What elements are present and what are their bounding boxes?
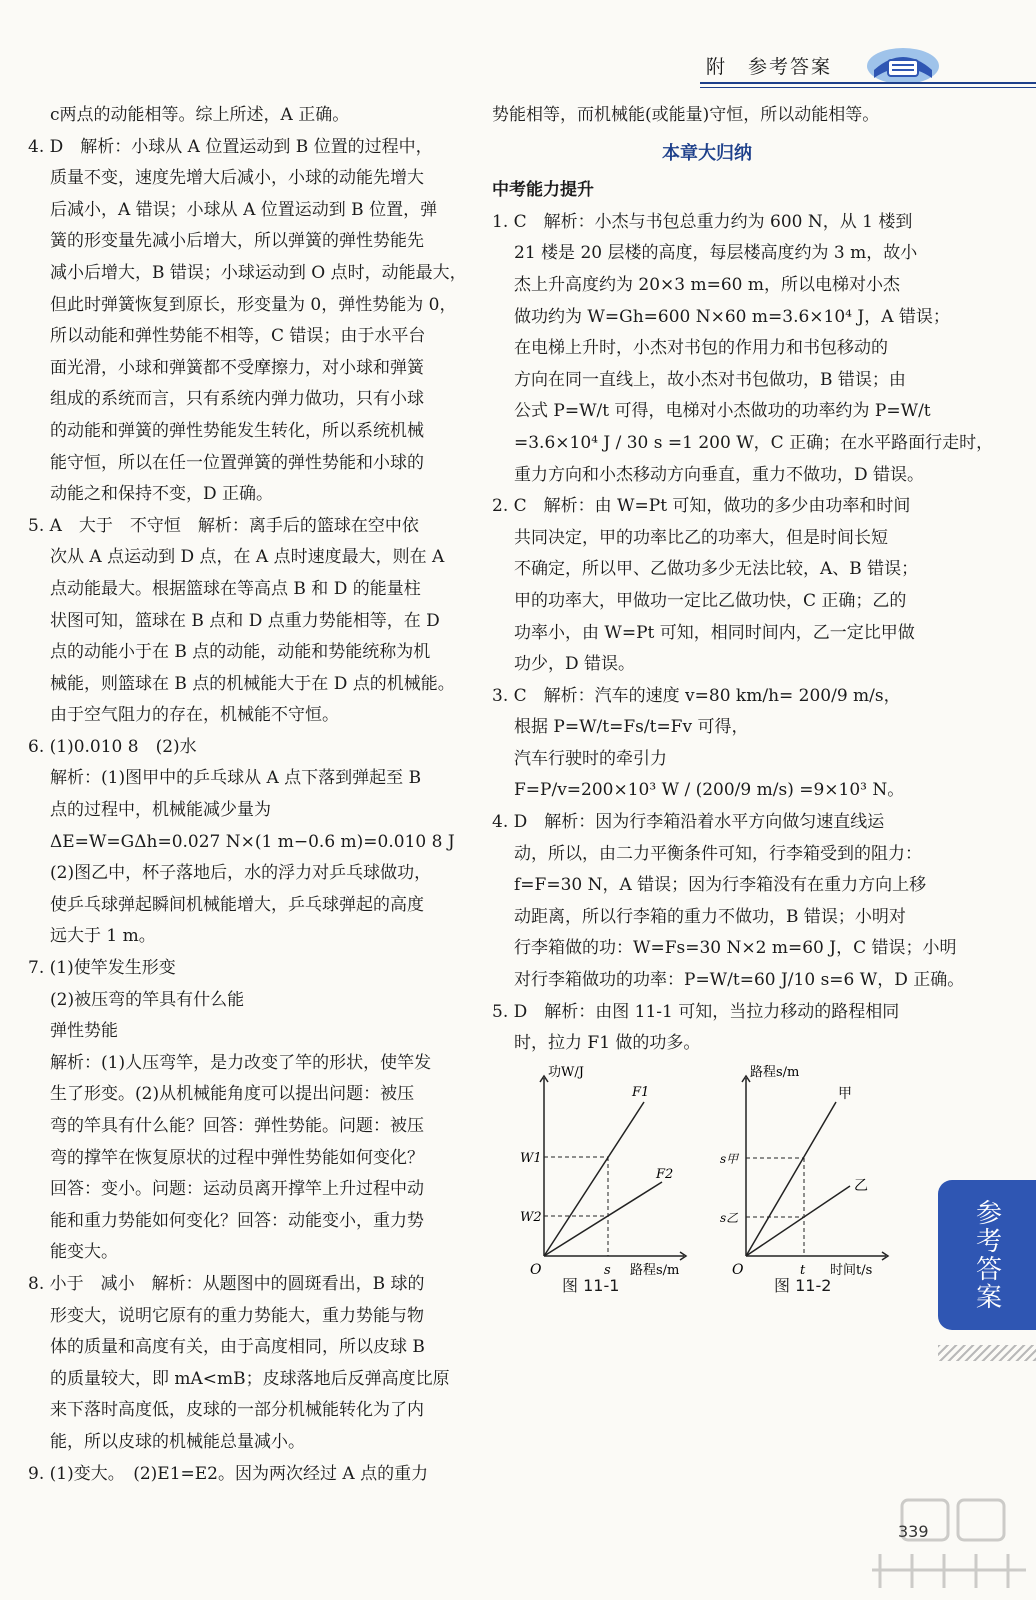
left-line: 弯的竿具有什么能？回答：弹性势能。问题：被压 xyxy=(50,1116,424,1136)
left-line: ΔE=W=GΔh=0.027 N×(1 m−0.6 m)=0.010 8 J xyxy=(50,831,455,852)
answer-3: 3. C 解析：汽车的速度 v=80 km/h= 200/9 m/s， xyxy=(492,685,901,706)
left-line: 点的过程中，机械能减少量为 xyxy=(50,800,271,821)
right-line: 共同决定，甲的功率比乙的功率大，但是时间长短 xyxy=(514,527,888,548)
line-f1 xyxy=(544,1102,644,1256)
figure-11-2-caption: 图 11-2 xyxy=(774,1275,832,1295)
left-line: c两点的动能相等。综上所述，A 正确。 xyxy=(50,105,350,125)
line-f2 xyxy=(544,1182,662,1256)
answer-5: 5. A 大于 不守恒 解析：离手后的篮球在空中依 xyxy=(28,515,419,536)
left-line: 使乒乓球弹起瞬间机械能增大，乒乓球弹起的高度 xyxy=(50,894,424,915)
right-line: 行李箱做的功：W=Fs=30 N×2 m=60 J，C 错误；小明 xyxy=(514,938,957,959)
left-line: 能变大。 xyxy=(50,1242,118,1263)
label-yi: 乙 xyxy=(854,1177,868,1194)
x-axis-label: 路程s/m xyxy=(630,1262,680,1278)
subsection-title: 中考能力提升 xyxy=(492,180,594,201)
right-line: 汽车行驶时的牵引力 xyxy=(514,748,667,769)
left-line: 后减小，A 错误；小球从 A 位置运动到 B 位置，弹 xyxy=(50,199,438,220)
label-jia: 甲 xyxy=(838,1085,852,1102)
page-number: 339 xyxy=(898,1522,929,1541)
left-line: 但此时弹簧恢复到原长，形变量为 0，弹性势能为 0， xyxy=(50,294,457,315)
header-rule xyxy=(700,82,1036,84)
left-line: 次从 A 点运动到 D 点，在 A 点时速度最大，则在 A xyxy=(50,547,445,568)
label-f2: F2 xyxy=(656,1166,674,1182)
tick-s: s xyxy=(604,1262,611,1278)
left-line: (2)被压弯的竿具有什么能 xyxy=(50,989,245,1010)
answer-1: 1. C 解析：小杰与书包总重力约为 600 N，从 1 楼到 xyxy=(492,211,913,232)
left-line: 生了形变。(2)从机械能角度可以提出问题：被压 xyxy=(50,1084,415,1105)
left-line: 能，所以皮球的机械能总量减小。 xyxy=(50,1431,305,1452)
header-rule-thin xyxy=(700,87,1036,88)
y-axis-label: 功W/J xyxy=(548,1064,584,1080)
answer-7: 7. (1)使竿发生形变 xyxy=(28,958,176,979)
left-line: 解析：(1)人压弯竿，是力改变了竿的形状，使竿发 xyxy=(50,1052,432,1073)
left-line: 由于空气阻力的存在，机械能不守恒。 xyxy=(50,705,339,726)
right-line: 势能相等，而机械能(或能量)守恒，所以动能相等。 xyxy=(492,105,880,125)
right-line: 21 楼是 20 层楼的高度，每层楼高度约为 3 m，故小 xyxy=(514,243,918,264)
answer-8: 8. 小于 减小 解析：从题图中的圆斑看出，B 球的 xyxy=(28,1273,425,1294)
line-jia xyxy=(746,1102,836,1256)
right-line: F=P/v=200×10³ W / (200/9 m/s) =9×10³ N。 xyxy=(514,780,905,801)
tick-s-jia: s甲 xyxy=(720,1151,739,1166)
right-line: 甲的功率大，甲做功一定比乙做功快，C 正确；乙的 xyxy=(514,590,907,611)
left-line: 械能，则篮球在 B 点的机械能大于在 D 点的机械能。 xyxy=(50,673,455,694)
right-line: 方向在同一直线上，故小杰对书包做功，B 错误；由 xyxy=(514,369,906,390)
figure-11-1 xyxy=(512,1060,692,1292)
left-line: 解析：(1)图甲中的乒乓球从 A 点下落到弹起至 B xyxy=(50,768,422,789)
left-line: 弯的撑竿在恢复原状的过程中弹性势能如何变化？ xyxy=(50,1147,424,1168)
tick-w1: W1 xyxy=(520,1150,542,1166)
right-line: 根据 P=W/t=Fs/t=Fv 可得， xyxy=(514,717,749,738)
right-line: 对行李箱做功的功率：P=W/t=60 J/10 s=6 W，D 正确。 xyxy=(514,970,965,991)
figures xyxy=(492,1060,922,1310)
right-line: 做功约为 W=Gh=600 N×60 m=3.6×10⁴ J，A 错误； xyxy=(514,306,950,327)
figure-11-1-caption: 图 11-1 xyxy=(562,1275,620,1295)
right-line: 动，所以，由二力平衡条件可知，行李箱受到的阻力： xyxy=(514,843,922,864)
right-line: 动距离，所以行李箱的重力不做功，B 错误；小明对 xyxy=(514,906,906,927)
watermark-logo-icon xyxy=(862,1492,1036,1600)
left-line: 来下落时高度低，皮球的一部分机械能转化为了内 xyxy=(50,1400,424,1421)
header-label: 附 参考答案 xyxy=(706,56,833,78)
section-title: 本章大归纳 xyxy=(662,142,752,164)
left-line: 弹性势能 xyxy=(50,1021,118,1042)
left-line: (2)图乙中，杯子落地后，水的浮力对乒乓球做功， xyxy=(50,863,432,884)
right-line: f=F=30 N，A 错误；因为行李箱没有在重力方向上移 xyxy=(514,875,927,896)
left-line: 动能之和保持不变，D 正确。 xyxy=(50,484,274,505)
right-line: =3.6×10⁴ J / 30 s =1 200 W，C 正确；在水平路面行走时， xyxy=(514,432,994,453)
y-axis-label: 路程s/m xyxy=(750,1064,800,1080)
tick-t: t xyxy=(800,1262,806,1278)
left-line: 质量不变，速度先增大后减小，小球的动能先增大 xyxy=(50,168,424,189)
origin-label: O xyxy=(732,1261,744,1278)
left-line: 形变大，说明它原有的重力势能大，重力势能与物 xyxy=(50,1305,424,1326)
answer-6: 6. (1)0.010 8 (2)水 xyxy=(28,736,197,757)
left-line: 减小后增大，B 错误；小球运动到 O 点时，动能最大， xyxy=(50,262,467,283)
origin-label: O xyxy=(530,1261,542,1278)
left-line: 点的动能小于在 B 点的动能，动能和势能统称为机 xyxy=(50,642,431,663)
side-stripe xyxy=(938,1345,1036,1361)
answer-9: 9. (1)变大。 (2)E1=E2。因为两次经过 A 点的重力 xyxy=(28,1463,429,1484)
left-line: 回答：变小。问题：运动员离开撑竿上升过程中动 xyxy=(50,1179,424,1200)
left-line: 组成的系统而言，只有系统内弹力做功，只有小球 xyxy=(50,389,424,410)
right-line: 杰上升高度约为 20×3 m=60 m，所以电梯对小杰 xyxy=(514,274,901,295)
figure-11-2 xyxy=(714,1060,894,1292)
side-tab: 参考答案 xyxy=(938,1180,1036,1330)
right-line: 时，拉力 F1 做的功多。 xyxy=(514,1033,701,1054)
answer-4: 4. D 解析：因为行李箱沿着水平方向做匀速直线运 xyxy=(492,812,885,833)
left-line: 所以动能和弹性势能不相等，C 错误；由于水平台 xyxy=(50,326,426,347)
right-line: 重力方向和小杰移动方向垂直，重力不做功，D 错误。 xyxy=(514,464,925,485)
left-line: 体的质量和高度有关，由于高度相同，所以皮球 B xyxy=(50,1337,425,1358)
left-line: 状图可知，篮球在 B 点和 D 点重力势能相等，在 D xyxy=(50,610,440,631)
label-f1: F1 xyxy=(632,1084,650,1100)
left-line: 能和重力势能如何变化？回答：动能变小，重力势 xyxy=(50,1210,424,1231)
left-line: 的质量较大，即 mA<mB；皮球落地后反弹高度比原 xyxy=(50,1368,450,1389)
answer-4: 4. D 解析：小球从 A 位置运动到 B 位置的过程中， xyxy=(28,136,433,157)
left-line: 的动能和弹簧的弹性势能发生转化，所以系统机械 xyxy=(50,420,424,441)
right-line: 在电梯上升时，小杰对书包的作用力和书包移动的 xyxy=(514,338,888,359)
answer-5: 5. D 解析：由图 11-1 可知，当拉力移动的路程相同 xyxy=(492,1001,900,1022)
tick-s-yi: s乙 xyxy=(720,1210,739,1225)
book-logo-icon xyxy=(862,40,944,88)
answer-2: 2. C 解析：由 W=Pt 可知，做功的多少由功率和时间 xyxy=(492,496,911,517)
left-line: 能守恒，所以在任一位置弹簧的弹性势能和小球的 xyxy=(50,452,424,473)
left-line: 面光滑，小球和弹簧都不受摩擦力，对小球和弹簧 xyxy=(50,357,424,378)
left-line: 簧的形变量先减小后增大，所以弹簧的弹性势能先 xyxy=(50,231,424,252)
left-line: 远大于 1 m。 xyxy=(50,926,156,947)
tick-w2: W2 xyxy=(520,1209,542,1225)
left-column xyxy=(28,100,467,1490)
right-line: 功率小，由 W=Pt 可知，相同时间内，乙一定比甲做 xyxy=(514,622,915,643)
right-line: 公式 P=W/t 可得，电梯对小杰做功的功率约为 P=W/t xyxy=(514,401,931,422)
right-line: 功少，D 错误。 xyxy=(514,654,636,675)
x-axis-label: 时间t/s xyxy=(830,1262,873,1278)
line-yi xyxy=(746,1186,850,1256)
right-line: 不确定，所以甲、乙做功多少无法比较，A、B 错误； xyxy=(514,559,919,580)
left-line: 点动能最大。根据篮球在等高点 B 和 D 的能量柱 xyxy=(50,578,421,599)
